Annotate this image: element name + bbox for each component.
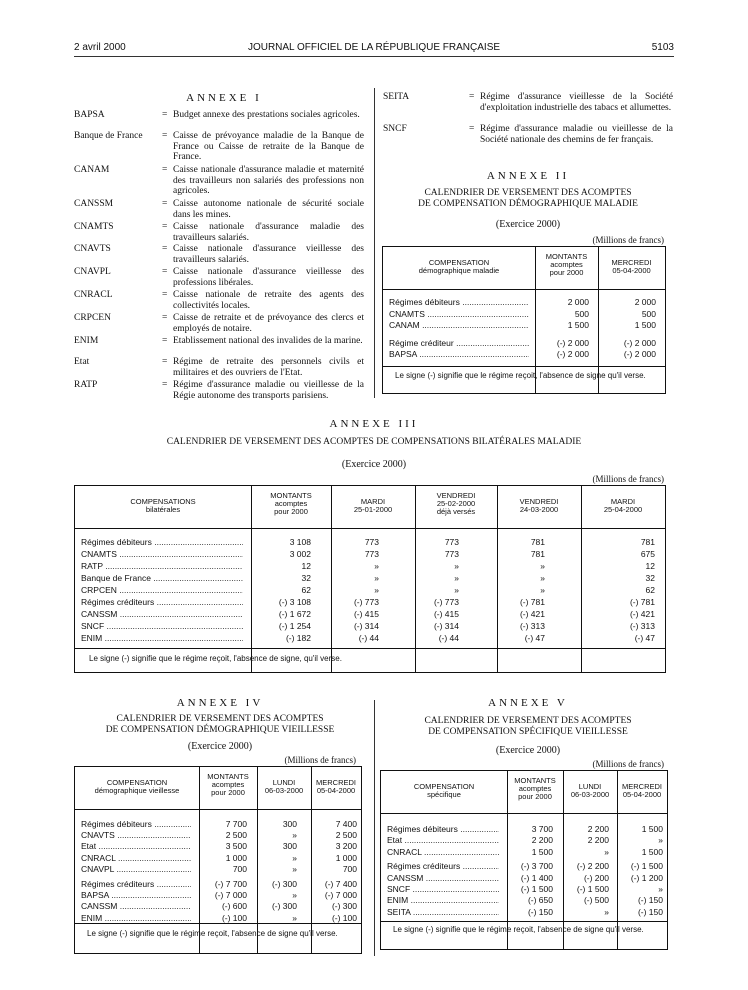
annexe4-cell: 1 000 [335, 852, 357, 863]
annexe2-subtitle-1: CALENDRIER DE VERSEMENT DES ACOMPTES [424, 188, 632, 198]
annexe3-cell: 773 [364, 537, 379, 547]
annexe4-cell: 1 000 [225, 852, 247, 863]
annexe4-row-label: ENIM ..... [81, 913, 191, 923]
annexe3-cell: (-) 415 [433, 609, 459, 619]
annexe3-cell: (-) 421 [519, 609, 545, 619]
annexe5-row-label: CNRACL ..... [387, 847, 499, 857]
annexe4-cell: 2 500 [335, 830, 357, 841]
annexe1-item-abbreviation: CNAMTS [74, 222, 114, 232]
annexe1-item-definition: Régime d'assurance maladie ou vieillesse de la Société nationale des chemins de fer français. [480, 124, 673, 145]
annexe3-cell: (-) 182 [285, 633, 311, 643]
annexe4-cell: » [292, 863, 297, 874]
annexe2-cell: 1 500 [634, 320, 656, 330]
equals-sign: = [162, 165, 168, 175]
annexe4-cell: 3 500 [225, 841, 247, 852]
annexe4-title: ANNEXE IV [176, 697, 264, 709]
annexe5-subtitle-2: DE COMPENSATION SPÉCIFIQUE VIEILLESSE [428, 727, 628, 737]
annexe4-row-label: Régimes débiteurs ..... [81, 819, 191, 829]
annexe1-item-definition: Régime d'assurance maladie ou vieillesse de la Régie autonome des transports parisiens. [173, 380, 364, 401]
annexe5-row-label: ENIM ..... [387, 895, 499, 905]
annexe3-row-label: ENIM ..... [81, 633, 243, 643]
annexe4-cell: 7 700 [225, 819, 247, 829]
annexe2-cell: (-) 2 000 [556, 337, 589, 348]
annexe4-cell: 700 [342, 863, 357, 874]
annexe2-cell: 2 000 [634, 297, 656, 307]
annexe1-item-abbreviation: CNAVTS [74, 244, 111, 254]
annexe3-header-mardi-jan: MARDI 25-01-2000 [353, 497, 393, 514]
equals-sign: = [162, 357, 168, 367]
annexe3-cell: 3 108 [289, 537, 311, 547]
annexe3-cell: (-) 421 [629, 609, 655, 619]
annexe1-item-abbreviation: RATP [74, 380, 98, 390]
annexe5-cell: (-) 200 [583, 872, 609, 883]
annexe4-header-compensation: COMPENSATION démographique vieillesse [94, 778, 180, 795]
annexe5-row-label: CANSSM ..... [387, 873, 499, 883]
annexe5-row-label: SNCF ..... [387, 884, 499, 894]
annexe5-cell: 1 500 [641, 846, 663, 857]
annexe3-cell: (-) 1 672 [278, 609, 311, 619]
annexe1-item-abbreviation: Etat [74, 357, 90, 367]
annexe5-note: Le signe (-) signifie que le régime reçoit, l'absence de signe qu'il verse. [393, 925, 644, 934]
annexe4-cell: » [292, 890, 297, 901]
annexe3-cell: » [540, 573, 545, 583]
annexe3-subtitle: CALENDRIER DE VERSEMENT DES ACOMPTES DE COMPENSATIONS BILATÉRALES MALADIE [166, 437, 582, 447]
annexe4-cell: (-) 300 [271, 901, 297, 912]
annexe3-cell: 3 002 [289, 549, 311, 559]
annexe3-cell: 781 [530, 537, 545, 547]
annexe4-cell: (-) 7 000 [324, 890, 357, 901]
annexe2-note: Le signe (-) signifie que le régime reçoit, l'absence de signe qu'il verse. [395, 371, 646, 380]
annexe3-cell: (-) 773 [353, 597, 379, 607]
annexe4-cell: (-) 300 [331, 901, 357, 912]
annexe3-row-label: Banque de France ..... [81, 573, 243, 583]
annexe1-item-definition: Caisse autonome nationale de sécurité sociale dans les mines. [173, 199, 364, 220]
annexe3-cell: (-) 781 [629, 597, 655, 607]
annexe1-item-definition: Caisse nationale d'assurance vieillesse des travailleurs salariés. [173, 244, 364, 265]
annexe5-header-mercredi: MERCREDI 05-04-2000 [621, 782, 662, 799]
annexe1-item-definition: Caisse nationale d'assurance maladie des travailleurs salariés. [173, 222, 364, 243]
annexe3-cell: » [454, 561, 459, 571]
annexe4-row-label: CANSSM ..... [81, 901, 191, 911]
annexe3-cell: 12 [301, 561, 311, 571]
annexe3-cell: (-) 773 [433, 597, 459, 607]
annexe3-cell: (-) 314 [433, 621, 459, 631]
annexe2-cell: (-) 2 000 [623, 337, 656, 348]
annexe5-cell: 1 500 [531, 846, 553, 857]
annexe5-cell: (-) 650 [527, 895, 553, 906]
equals-sign: = [162, 336, 168, 346]
annexe3-cell: (-) 44 [438, 633, 459, 643]
annexe1-item-abbreviation: Banque de France [74, 131, 143, 141]
annexe3-header-vendredi-feb: VENDREDI 25-02-2000 déjà versés [436, 491, 476, 516]
annexe5-cell: (-) 150 [637, 906, 663, 917]
annexe5-header-montants: MONTANTS acomptes pour 2000 [514, 776, 556, 801]
annexe5-cell: » [658, 835, 663, 846]
annexe2-cell: 1 500 [567, 320, 589, 330]
annexe4-cell: 300 [282, 841, 297, 852]
annexe4-cell: 2 500 [225, 830, 247, 841]
annexe3-header-mardi-apr: MARDI 25-04-2000 [603, 497, 643, 514]
annexe5-cell: » [658, 884, 663, 894]
annexe5-header-lundi: LUNDI 06-03-2000 [570, 782, 610, 799]
annexe1-item-abbreviation: ENIM [74, 336, 99, 346]
annexe1-item-abbreviation: CNRACL [74, 290, 113, 300]
annexe3-cell: (-) 3 108 [278, 597, 311, 607]
annexe1-item-abbreviation: CANAM [74, 165, 110, 175]
annexe4-row-label: Etat ..... [81, 841, 191, 851]
annexe3-cell: (-) 44 [358, 633, 379, 643]
annexe1-item-definition: Régime de retraite des personnels civils et militaires et des ouvriers de l'Etat. [173, 357, 364, 378]
annexe5-cell: (-) 2 200 [576, 861, 609, 872]
annexe5-cell: 1 500 [641, 824, 663, 834]
annexe5-subtitle-1: CALENDRIER DE VERSEMENT DES ACOMPTES [424, 716, 632, 726]
header-date: 2 avril 2000 [74, 42, 126, 53]
annexe5-row-label: Etat ..... [387, 835, 499, 845]
annexe5-cell: (-) 500 [583, 895, 609, 906]
equals-sign: = [162, 267, 168, 277]
annexe2-cell: 2 000 [567, 297, 589, 307]
annexe1-item-abbreviation: BAPSA [74, 110, 105, 120]
equals-sign: = [162, 244, 168, 254]
annexe3-row-label: Régimes créditeurs ..... [81, 597, 243, 607]
annexe2-row-label: CNAMTS ..... [389, 309, 529, 319]
annexe2-header-montants: MONTANTS acomptes pour 2000 [545, 252, 588, 277]
annexe2-title: ANNEXE II [486, 170, 570, 182]
annexe4-cell: (-) 7 000 [214, 890, 247, 901]
annexe3-cell: 675 [640, 549, 655, 559]
annexe4-units: (Millions de francs) [284, 755, 356, 765]
annexe5-exercice: (Exercice 2000) [495, 745, 561, 756]
annexe5-cell: 2 200 [587, 824, 609, 834]
annexe4-header-montants: MONTANTS acomptes pour 2000 [207, 772, 249, 797]
equals-sign: = [162, 131, 168, 141]
equals-sign: = [162, 199, 168, 209]
annexe3-cell: 62 [645, 585, 655, 595]
annexe4-table [74, 766, 362, 954]
annexe2-cell: 500 [574, 308, 589, 319]
annexe1-item-definition: Caisse nationale d'assurance maladie et maternité des travailleurs non salariés des professions non agricoles. [173, 165, 364, 196]
annexe3-units: (Millions de francs) [592, 474, 664, 484]
annexe4-subtitle-2: DE COMPENSATION DÉMOGRAPHIQUE VIEILLESSE [105, 725, 335, 735]
annexe4-row-label: CNRACL ..... [81, 853, 191, 863]
annexe3-row-label: CNAMTS ..... [81, 549, 243, 559]
column-divider-top [374, 88, 375, 398]
annexe5-cell: (-) 1 400 [520, 872, 553, 883]
annexe1-item-abbreviation: CNAVPL [74, 267, 111, 277]
annexe4-cell: (-) 7 700 [214, 879, 247, 889]
annexe1-item-definition: Caisse nationale d'assurance vieillesse des professions libérales. [173, 267, 364, 288]
annexe2-exercice: (Exercice 2000) [495, 219, 561, 230]
annexe2-table [382, 246, 666, 394]
annexe5-cell: » [604, 846, 609, 857]
annexe2-row-label: CANAM ..... [389, 320, 529, 330]
annexe1-item-definition: Régime d'assurance vieillesse de la Société d'exploitation industrielle des tabacs et allumettes. [480, 92, 673, 113]
annexe3-cell: » [454, 585, 459, 595]
annexe2-row-label: BAPSA ..... [389, 349, 529, 359]
annexe5-cell: (-) 3 700 [520, 861, 553, 872]
annexe5-row-label: SEITA ..... [387, 907, 499, 917]
annexe4-cell: 700 [232, 863, 247, 874]
annexe3-cell: (-) 314 [353, 621, 379, 631]
equals-sign: = [162, 222, 168, 232]
annexe3-cell: 773 [444, 537, 459, 547]
annexe2-units: (Millions de francs) [592, 235, 664, 245]
annexe5-table [380, 770, 668, 950]
annexe4-cell: (-) 300 [271, 879, 297, 889]
annexe4-header-lundi: LUNDI 06-03-2000 [264, 778, 304, 795]
annexe3-title: ANNEXE III [329, 418, 419, 430]
annexe4-exercice: (Exercice 2000) [187, 741, 253, 752]
annexe3-cell: 32 [301, 573, 311, 583]
annexe3-cell: (-) 313 [519, 621, 545, 631]
annexe5-cell: 3 700 [531, 824, 553, 834]
equals-sign: = [469, 92, 475, 102]
annexe3-row-label: CANSSM ..... [81, 609, 243, 619]
annexe4-cell: 3 200 [335, 841, 357, 852]
annexe3-row-label: CRPCEN ..... [81, 585, 243, 595]
annexe4-cell: (-) 100 [331, 912, 357, 923]
equals-sign: = [162, 313, 168, 323]
annexe1-item-definition: Budget annexe des prestations sociales agricoles. [173, 110, 360, 120]
annexe4-cell: » [292, 830, 297, 841]
annexe5-units: (Millions de francs) [592, 759, 664, 769]
annexe3-cell: » [454, 573, 459, 583]
annexe5-row-label: Régimes débiteurs ..... [387, 824, 499, 834]
annexe4-row-label: Régimes créditeurs ..... [81, 879, 191, 889]
annexe3-cell: » [374, 561, 379, 571]
annexe5-cell: (-) 150 [527, 906, 553, 917]
equals-sign: = [162, 380, 168, 390]
annexe2-header-compensation: COMPENSATION démographique maladie [418, 258, 500, 275]
annexe3-cell: 781 [530, 549, 545, 559]
annexe3-row-label: Régimes débiteurs ..... [81, 537, 243, 547]
annexe4-note: Le signe (-) signifie que le régime reçoit, l'absence de signe qu'il verse. [87, 929, 338, 938]
annexe1-item-definition: Etablissement national des invalides de la marine. [173, 336, 363, 346]
annexe5-cell: 2 200 [531, 835, 553, 846]
annexe4-cell: (-) 600 [221, 901, 247, 912]
annexe2-cell: (-) 2 000 [556, 349, 589, 359]
annexe5-header-compensation: COMPENSATION spécifique [413, 782, 475, 799]
annexe5-cell: » [604, 906, 609, 917]
annexe1-item-definition: Caisse de retraite et de prévoyance des clercs et employés de notaire. [173, 313, 364, 334]
annexe3-cell: » [374, 573, 379, 583]
annexe3-header-compensations: COMPENSATIONS bilatérales [130, 497, 196, 514]
annexe2-row-label: Régimes débiteurs ..... [389, 297, 529, 307]
annexe1-item-abbreviation: SNCF [383, 124, 407, 134]
annexe4-row-label: BAPSA ..... [81, 890, 191, 900]
annexe5-title: ANNEXE V [488, 697, 568, 709]
annexe3-cell: (-) 47 [634, 633, 655, 643]
annexe3-cell: 773 [444, 549, 459, 559]
annexe3-cell: » [540, 561, 545, 571]
annexe4-cell: 300 [282, 819, 297, 829]
annexe4-cell: » [292, 852, 297, 863]
annexe3-cell: (-) 313 [629, 621, 655, 631]
annexe4-cell: » [292, 912, 297, 923]
annexe1-item-definition: Caisse nationale de retraite des agents des collectivités locales. [173, 290, 364, 311]
annexe5-cell: (-) 1 500 [630, 861, 663, 872]
annexe3-cell: 32 [645, 573, 655, 583]
annexe4-cell: 7 400 [335, 819, 357, 829]
header-rule [74, 56, 674, 57]
annexe2-subtitle-2: DE COMPENSATION DÉMOGRAPHIQUE MALADIE [418, 199, 638, 209]
annexe3-cell: 62 [301, 585, 311, 595]
annexe3-cell: 773 [364, 549, 379, 559]
annexe1-item-abbreviation: SEITA [383, 92, 410, 102]
header-page-number: 5103 [651, 42, 674, 53]
annexe4-cell: (-) 100 [221, 912, 247, 923]
annexe3-cell: (-) 781 [519, 597, 545, 607]
annexe3-cell: 12 [645, 561, 655, 571]
annexe3-header-montants: MONTANTS acomptes pour 2000 [270, 491, 312, 516]
annexe5-cell: (-) 1 500 [520, 884, 553, 894]
annexe2-row-label: Régime créditeur ..... [389, 338, 529, 348]
annexe1-title: ANNEXE I [186, 92, 262, 104]
annexe4-row-label: CNAVTS ..... [81, 830, 191, 840]
annexe3-cell: (-) 415 [353, 609, 379, 619]
annexe2-cell: (-) 2 000 [623, 349, 656, 359]
annexe3-exercice: (Exercice 2000) [341, 459, 407, 470]
annexe2-header-mercredi: MERCREDI 05-04-2000 [611, 258, 652, 275]
equals-sign: = [162, 290, 168, 300]
annexe3-cell: (-) 47 [524, 633, 545, 643]
annexe4-subtitle-1: CALENDRIER DE VERSEMENT DES ACOMPTES [116, 714, 324, 724]
header-journal-title: JOURNAL OFFICIEL DE LA RÉPUBLIQUE FRANÇAISE [247, 42, 501, 53]
column-divider-bottom [374, 700, 375, 956]
annexe3-cell: » [540, 585, 545, 595]
annexe3-row-label: RATP ..... [81, 561, 243, 571]
annexe4-cell: (-) 7 400 [324, 879, 357, 889]
annexe4-row-label: CNAVPL ..... [81, 864, 191, 874]
annexe3-note: Le signe (-) signifie que le régime reçoit, l'absence de signe, qu'il verse. [89, 654, 342, 663]
equals-sign: = [162, 110, 168, 120]
annexe5-cell: (-) 1 200 [630, 872, 663, 883]
annexe3-row-label: SNCF ..... [81, 621, 243, 631]
annexe1-item-definition: Caisse de prévoyance maladie de la Banque de France ou Caisse de retraite de la Banque de France. [173, 131, 364, 162]
annexe5-row-label: Régimes créditeurs ..... [387, 861, 499, 871]
annexe3-cell: » [374, 585, 379, 595]
annexe1-item-abbreviation: CANSSM [74, 199, 114, 209]
annexe3-table [74, 485, 666, 673]
annexe3-cell: 781 [640, 537, 655, 547]
equals-sign: = [469, 124, 475, 134]
annexe3-header-vendredi-mar: VENDREDI 24-03-2000 [519, 497, 559, 514]
annexe5-cell: (-) 1 500 [576, 884, 609, 894]
annexe5-cell: 2 200 [587, 835, 609, 846]
annexe3-cell: (-) 1 254 [278, 621, 311, 631]
annexe4-header-mercredi: MERCREDI 05-04-2000 [315, 778, 356, 795]
annexe1-item-abbreviation: CRPCEN [74, 313, 111, 323]
annexe2-cell: 500 [641, 308, 656, 319]
annexe5-cell: (-) 150 [637, 895, 663, 906]
